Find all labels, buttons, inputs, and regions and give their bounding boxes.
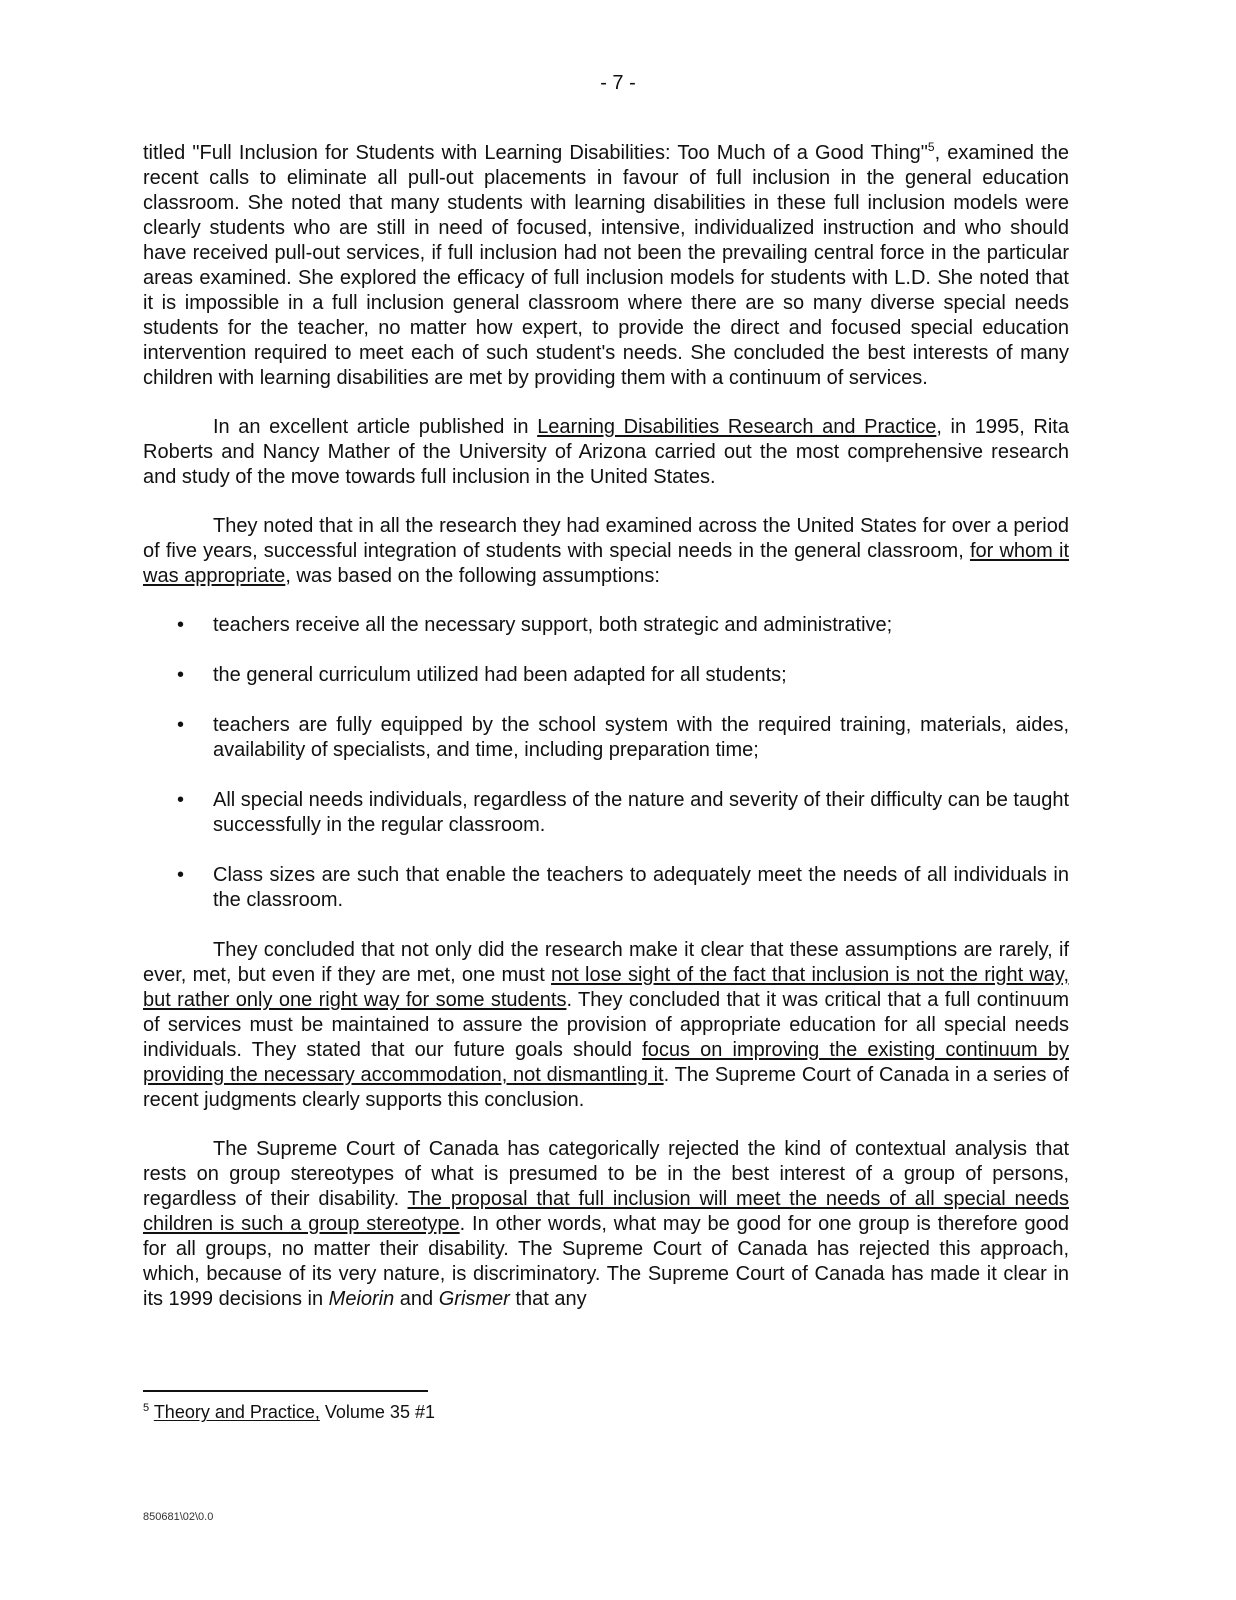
emphasis-underline: for whom it was appropriate	[143, 540, 1070, 587]
case-name: Grismer	[438, 1288, 510, 1310]
footnote-ref: 5	[927, 140, 935, 154]
bullet-icon: •	[177, 614, 185, 636]
paragraph-1: titled "Full Inclusion for Students with Learning Disabilities: Too Much of a Good Thing"$^5$, examined the recent calls to eliminate all pull-out placements in favour of full inclusion in the general education classroom. She noted that many students with learning disabilities in these full inclusion models were clearly students who are still in need of focused, intensive, individualized instruction and who should have received pull-out services, if full inclusion had not been the prevailing central force in the particular areas examined. She explored the efficacy of full inclusion models for students with L.D. She noted that it is impossible in a full inclusion general classroom where there are so many diverse special needs students for the teacher, no matter how expert, to provide the direct and focused special education intervention required to meet each of such student's needs. She concluded the best interests of many children with learning disabilities are met by providing them with a continuum of services.	[143, 140, 1069, 389]
page-number: - 7 -	[600, 72, 636, 94]
paragraph-2: In an excellent article published in Learning Disabilities Research and Practice, in 1995, Rita Roberts and Nancy Mather of the University of Arizona carried out the most comprehensive research and study of the move towards full inclusion in the United States.	[143, 416, 1069, 488]
emphasis-underline: The proposal that full inclusion will meet the needs of all special needs children is such a group stereotype	[143, 1188, 1069, 1235]
paragraph-4: They concluded that not only did the research make it clear that these assumptions are rarely, if ever, met, but even if they are met, one must not lose sight of the fact that inclusion is not the right way, but rather only one right way for some students. They concluded that it was critical that a full continuum of services must be maintained to assure the provision of appropriate education for all special needs individuals. They stated that our future goals should focus on improving the existing continuum by providing the necessary accommodation, not dismantling it. The Supreme Court of Canada in a series of recent judgments clearly supports this conclusion.	[143, 939, 1070, 1111]
paragraph-3: They noted that in all the research they had examined across the United States for over a period of five years, successful integration of students with special needs in the general classroom, for whom it was appropriate, was based on the following assumptions:	[143, 515, 1070, 587]
list-item: • teachers are fully equipped by the school system with the required training, materials, aides, availability of specialists, and time, including preparation time;	[177, 714, 1069, 761]
emphasis-underline: focus on improving the existing continuum by providing the necessary accommodation, not dismantling it	[143, 1039, 1069, 1086]
list-item: • the general curriculum utilized had been adapted for all students;	[177, 664, 787, 686]
footnote-marker: 5	[143, 1402, 150, 1414]
list-item: • teachers receive all the necessary support, both strategic and administrative;	[177, 614, 893, 636]
journal-title: Learning Disabilities Research and Practice	[537, 416, 937, 438]
list-item: • All special needs individuals, regardless of the nature and severity of their difficulty can be taught successfully in the regular classroom.	[177, 789, 1069, 836]
paragraph-5: The Supreme Court of Canada has categorically rejected the kind of contextual analysis that rests on group stereotypes of what is presumed to be in the best interest of a group of persons, regardless of their disability. The proposal that full inclusion will meet the needs of all special needs children is such a group stereotype. In other words, what may be good for one group is therefore good for all groups, no matter their disability. The Supreme Court of Canada has rejected this approach, which, because of its very nature, is discriminatory. The Supreme Court of Canada has made it clear in its 1999 decisions in Meiorin and Grismer that any	[143, 1138, 1069, 1310]
bullet-icon: •	[177, 714, 185, 736]
footnote: $^5$ Theory and Practice, Volume 35 #1	[143, 1402, 435, 1422]
footnote-title: Theory and Practice,	[153, 1402, 320, 1422]
list-item: • Class sizes are such that enable the teachers to adequately meet the needs of all individuals in the classroom.	[177, 864, 1069, 911]
footnote-divider	[143, 1390, 428, 1392]
bullet-icon: •	[177, 664, 185, 686]
document-id: 850681\02\0.0	[143, 1511, 214, 1523]
document-body	[143, 141, 1069, 1336]
bullet-icon: •	[177, 789, 185, 811]
case-name: Meiorin	[328, 1288, 395, 1310]
assumptions-list	[143, 613, 1069, 913]
emphasis-underline: not lose sight of the fact that inclusion is not the right way, but rather only one right way for some students	[143, 964, 1069, 1011]
bullet-icon: •	[177, 864, 185, 886]
